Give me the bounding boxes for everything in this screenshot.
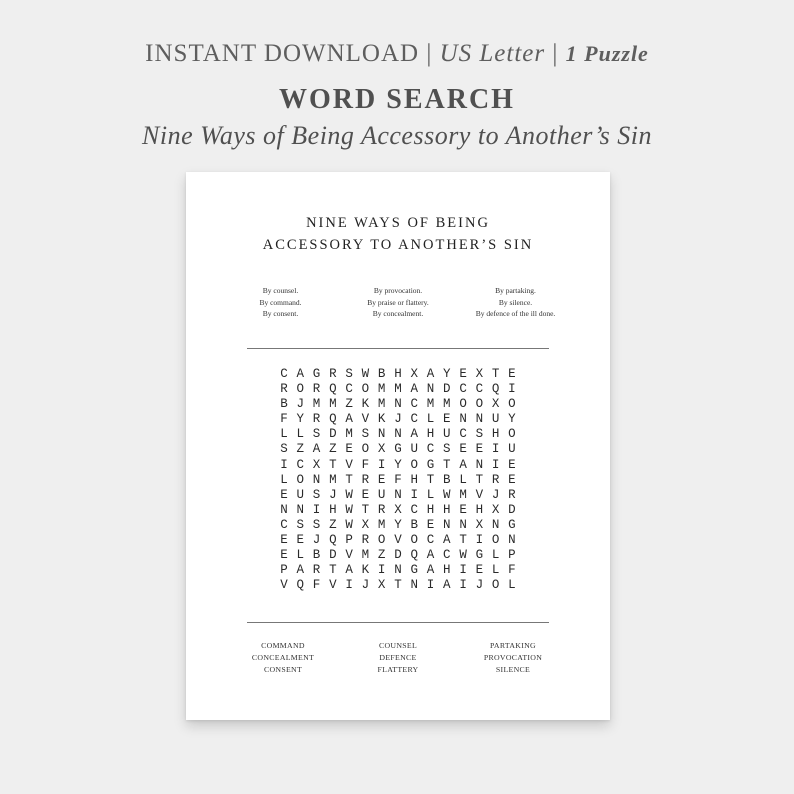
grid-letter: H	[475, 502, 484, 517]
grid-letter: X	[475, 517, 484, 532]
grid-letter: W	[345, 502, 353, 517]
grid-letter: A	[312, 442, 321, 457]
grid-letter: M	[394, 382, 402, 397]
word-item: PARTAKING	[490, 641, 536, 650]
grid-letter: T	[361, 502, 370, 517]
grid-letter: C	[426, 533, 435, 548]
grid-letter: L	[296, 548, 305, 563]
banner-paper-size: US Letter	[439, 40, 546, 67]
grid-letter: N	[475, 457, 484, 472]
word-column	[341, 640, 455, 676]
grid-letter: O	[459, 397, 467, 412]
grid-letter: X	[410, 367, 418, 381]
banner-format: INSTANT DOWNLOAD |	[145, 40, 440, 67]
grid-letter: E	[426, 517, 435, 532]
grid-row	[276, 533, 520, 548]
grid-letter: E	[280, 548, 288, 563]
grid-letter: B	[312, 548, 321, 563]
grid-letter: H	[491, 427, 500, 442]
sheet-title-line-1: NINE WAYS OF BEING	[306, 215, 490, 231]
grid-letter: X	[377, 442, 386, 457]
grid-letter: F	[361, 457, 370, 472]
grid-letter: C	[345, 382, 353, 397]
grid-letter: H	[329, 502, 337, 517]
grid-letter: R	[361, 533, 370, 548]
grid-letter: B	[280, 397, 288, 412]
grid-letter: N	[410, 578, 418, 593]
grid-letter: T	[329, 563, 337, 578]
grid-letter: V	[280, 578, 288, 593]
grid-letter: O	[377, 533, 386, 548]
grid-letter: C	[296, 457, 305, 472]
grid-letter: T	[329, 457, 337, 472]
grid-letter: U	[296, 487, 305, 502]
word-column	[226, 640, 340, 676]
grid-letter: T	[443, 457, 451, 472]
grid-letter: N	[394, 563, 402, 578]
grid-letter: Y	[394, 517, 402, 532]
grid-letter: N	[312, 472, 321, 487]
grid-letter: E	[296, 533, 305, 548]
grid-letter: X	[361, 517, 370, 532]
grid-letter: I	[345, 578, 353, 593]
grid-letter: Z	[329, 442, 337, 457]
grid-row	[276, 548, 520, 563]
grid-letter: L	[491, 548, 500, 563]
grid-letter: I	[475, 533, 484, 548]
grid-letter: I	[508, 382, 516, 397]
grid-letter: A	[459, 457, 467, 472]
grid-letter: A	[296, 563, 305, 578]
grid-letter: H	[426, 427, 435, 442]
grid-letter: I	[280, 457, 288, 472]
grid-letter: O	[410, 533, 418, 548]
prayer-line: By provocation.	[373, 286, 423, 295]
word-item: CONSENT	[263, 665, 303, 674]
grid-letter: S	[280, 442, 288, 457]
grid-letter: W	[443, 487, 451, 502]
grid-letter: T	[345, 472, 353, 487]
grid-letter: Q	[329, 382, 337, 397]
grid-letter: M	[329, 397, 337, 412]
grid-letter: N	[377, 427, 386, 442]
grid-letter: X	[312, 457, 321, 472]
grid-letter: Q	[329, 533, 337, 548]
word-list	[226, 640, 570, 676]
grid-letter: O	[410, 457, 418, 472]
grid-letter: P	[508, 548, 516, 563]
product-subheading: Nine Ways of Being Accessory to Another’s Sin	[142, 121, 652, 150]
word-item: PROVOCATION	[483, 653, 543, 662]
grid-letter: C	[475, 382, 484, 397]
grid-letter: C	[280, 517, 288, 532]
grid-letter: Q	[296, 578, 305, 593]
grid-letter: M	[426, 397, 435, 412]
grid-letter: A	[410, 382, 418, 397]
grid-letter: S	[312, 427, 321, 442]
prayer-line: By concealment.	[372, 309, 424, 318]
grid-letter: T	[394, 578, 402, 593]
banner-separator: |	[545, 40, 566, 67]
grid-letter: I	[459, 578, 467, 593]
grid-letter: G	[475, 548, 484, 563]
prayer-line: By partaking.	[495, 286, 536, 295]
grid-letter: X	[475, 367, 484, 381]
grid-letter: E	[280, 487, 288, 502]
grid-letter: W	[345, 517, 353, 532]
grid-letter: X	[491, 502, 500, 517]
grid-letter: J	[361, 578, 370, 593]
grid-letter: J	[475, 578, 484, 593]
grid-row	[276, 578, 520, 593]
grid-letter: S	[443, 442, 451, 457]
grid-letter: H	[410, 472, 418, 487]
grid-letter: I	[377, 457, 386, 472]
grid-letter: H	[394, 367, 402, 381]
grid-letter: E	[508, 457, 516, 472]
grid-letter: K	[361, 397, 370, 412]
grid-letter: G	[312, 367, 321, 381]
grid-letter: O	[491, 533, 500, 548]
grid-row	[276, 367, 520, 382]
grid-letter: J	[491, 487, 500, 502]
grid-letter: N	[459, 412, 467, 427]
grid-letter: Y	[394, 457, 402, 472]
grid-letter: A	[426, 367, 435, 381]
grid-letter: Q	[410, 548, 418, 563]
grid-letter: T	[459, 533, 467, 548]
grid-letter: L	[296, 427, 305, 442]
grid-letter: A	[410, 427, 418, 442]
grid-letter: S	[361, 427, 370, 442]
grid-letter: L	[426, 487, 435, 502]
grid-letter: F	[280, 412, 288, 427]
grid-letter: L	[459, 472, 467, 487]
grid-row	[276, 412, 520, 427]
grid-letter: N	[508, 533, 516, 548]
grid-letter: I	[426, 578, 435, 593]
grid-letter: A	[443, 578, 451, 593]
grid-letter: B	[443, 472, 451, 487]
grid-letter: X	[394, 502, 402, 517]
grid-letter: V	[345, 457, 353, 472]
top-divider	[247, 348, 549, 349]
grid-letter: D	[508, 502, 516, 517]
grid-letter: N	[394, 487, 402, 502]
grid-letter: E	[345, 442, 353, 457]
grid-letter: R	[329, 367, 337, 381]
grid-letter: C	[443, 548, 451, 563]
prayer-column	[222, 285, 339, 320]
word-column	[456, 640, 570, 676]
grid-letter: O	[361, 442, 370, 457]
grid-letter: N	[475, 412, 484, 427]
grid-letter: R	[312, 563, 321, 578]
grid-row	[276, 382, 520, 397]
grid-row	[276, 563, 520, 578]
grid-letter: N	[443, 517, 451, 532]
grid-letter: K	[361, 563, 370, 578]
grid-letter: X	[377, 578, 386, 593]
grid-letter: D	[329, 427, 337, 442]
grid-letter: P	[345, 533, 353, 548]
grid-letter: S	[296, 517, 305, 532]
grid-row	[276, 473, 520, 488]
prayer-columns	[222, 285, 574, 320]
grid-letter: H	[443, 502, 451, 517]
banner-puzzle-count: 1 Puzzle	[565, 41, 649, 66]
grid-letter: U	[491, 412, 500, 427]
grid-letter: N	[394, 397, 402, 412]
grid-letter: L	[508, 578, 516, 593]
prayer-line: By counsel.	[262, 286, 299, 295]
grid-letter: M	[443, 397, 451, 412]
grid-letter: O	[361, 382, 370, 397]
grid-letter: E	[377, 472, 386, 487]
grid-letter: O	[296, 472, 305, 487]
grid-letter: H	[443, 563, 451, 578]
word-item: SILENCE	[495, 665, 531, 674]
grid-letter: E	[459, 367, 467, 381]
prayer-line: By praise or flattery.	[367, 297, 429, 307]
grid-letter: M	[345, 427, 353, 442]
grid-letter: U	[508, 442, 516, 457]
grid-letter: E	[443, 412, 451, 427]
prayer-line: By silence.	[498, 297, 533, 307]
prayer-line: By defence of the ill done.	[475, 309, 556, 318]
grid-letter: O	[508, 427, 516, 442]
grid-letter: U	[410, 442, 418, 457]
grid-letter: N	[296, 502, 305, 517]
grid-letter: R	[377, 502, 386, 517]
grid-letter: O	[508, 397, 516, 412]
grid-letter: T	[491, 367, 500, 381]
prayer-column	[340, 285, 457, 320]
grid-letter: S	[312, 517, 321, 532]
grid-letter: O	[475, 397, 484, 412]
grid-letter: L	[426, 412, 435, 427]
grid-letter: V	[345, 548, 353, 563]
grid-letter: V	[394, 533, 402, 548]
prayer-line: By command.	[259, 297, 302, 307]
grid-letter: L	[491, 563, 500, 578]
grid-letter: D	[443, 382, 451, 397]
grid-letter: W	[345, 487, 353, 502]
grid-letter: M	[361, 548, 370, 563]
grid-letter: X	[491, 397, 500, 412]
grid-letter: V	[475, 487, 484, 502]
grid-letter: S	[312, 487, 321, 502]
grid-letter: W	[459, 548, 467, 563]
grid-letter: P	[280, 563, 288, 578]
grid-letter: O	[296, 382, 305, 397]
letter-grid	[276, 367, 520, 593]
grid-letter: A	[345, 412, 353, 427]
grid-letter: C	[410, 397, 418, 412]
grid-letter: F	[312, 578, 321, 593]
grid-letter: I	[410, 487, 418, 502]
grid-letter: C	[410, 502, 418, 517]
grid-letter: G	[394, 442, 402, 457]
word-item: CONCEALMENT	[251, 653, 315, 662]
grid-letter: N	[426, 382, 435, 397]
grid-row	[276, 397, 520, 412]
grid-letter: U	[443, 427, 451, 442]
grid-letter: B	[410, 517, 418, 532]
grid-letter: M	[329, 472, 337, 487]
grid-letter: R	[280, 382, 288, 397]
grid-letter: G	[426, 457, 435, 472]
sheet-title-line-2: ACCESSORY TO ANOTHER’S SIN	[262, 237, 534, 253]
grid-letter: R	[312, 382, 321, 397]
grid-letter: Q	[329, 412, 337, 427]
grid-letter: T	[426, 472, 435, 487]
grid-letter: N	[394, 427, 402, 442]
grid-letter: R	[361, 472, 370, 487]
grid-row	[276, 458, 520, 473]
grid-row	[276, 503, 520, 518]
grid-letter: O	[491, 578, 500, 593]
grid-letter: G	[508, 517, 516, 532]
grid-letter: R	[312, 412, 321, 427]
banner-line	[0, 40, 794, 68]
grid-letter: N	[280, 502, 288, 517]
grid-letter: N	[491, 517, 500, 532]
grid-letter: C	[459, 382, 467, 397]
grid-letter: Y	[508, 412, 516, 427]
grid-letter: S	[475, 427, 484, 442]
grid-letter: C	[459, 427, 467, 442]
grid-letter: W	[361, 367, 370, 381]
grid-row	[276, 427, 520, 442]
grid-letter: B	[377, 367, 386, 381]
grid-letter: T	[475, 472, 484, 487]
grid-letter: Z	[345, 397, 353, 412]
word-item: DEFENCE	[379, 653, 417, 662]
grid-letter: M	[377, 517, 386, 532]
grid-letter: Y	[443, 367, 451, 381]
grid-letter: Z	[296, 442, 305, 457]
product-heading: WORD SEARCH	[279, 84, 515, 115]
grid-letter: M	[459, 487, 467, 502]
grid-letter: N	[459, 517, 467, 532]
grid-letter: I	[312, 502, 321, 517]
grid-letter: Y	[296, 412, 305, 427]
grid-letter: C	[410, 412, 418, 427]
grid-letter: F	[394, 472, 402, 487]
grid-letter: E	[280, 533, 288, 548]
grid-letter: S	[345, 367, 353, 381]
grid-letter: M	[377, 382, 386, 397]
grid-letter: L	[280, 427, 288, 442]
grid-letter: E	[475, 563, 484, 578]
grid-letter: A	[345, 563, 353, 578]
grid-letter: R	[508, 487, 516, 502]
grid-letter: I	[459, 563, 467, 578]
grid-letter: R	[491, 472, 500, 487]
grid-letter: U	[377, 487, 386, 502]
grid-letter: D	[329, 548, 337, 563]
grid-letter: Z	[377, 548, 386, 563]
grid-letter: A	[296, 367, 305, 381]
bottom-divider	[247, 622, 549, 623]
grid-letter: V	[361, 412, 370, 427]
grid-letter: I	[377, 563, 386, 578]
grid-row	[276, 518, 520, 533]
grid-letter: A	[426, 548, 435, 563]
grid-letter: K	[377, 412, 386, 427]
word-item: COMMAND	[261, 641, 305, 650]
grid-row	[276, 488, 520, 503]
puzzle-sheet	[186, 172, 610, 720]
grid-letter: E	[361, 487, 370, 502]
grid-letter: J	[296, 397, 305, 412]
grid-letter: Q	[491, 382, 500, 397]
grid-letter: I	[491, 442, 500, 457]
grid-letter: Z	[329, 517, 337, 532]
grid-letter: E	[475, 442, 484, 457]
grid-letter: E	[459, 502, 467, 517]
grid-letter: A	[426, 563, 435, 578]
prayer-line: By consent.	[262, 309, 299, 318]
grid-letter: L	[280, 472, 288, 487]
grid-letter: A	[443, 533, 451, 548]
grid-letter: H	[426, 502, 435, 517]
grid-letter: M	[377, 397, 386, 412]
grid-letter: D	[394, 548, 402, 563]
grid-letter: E	[459, 442, 467, 457]
grid-letter: C	[280, 367, 288, 381]
grid-letter: J	[312, 533, 321, 548]
grid-letter: E	[508, 367, 516, 381]
word-item: COUNSEL	[378, 641, 418, 650]
prayer-column	[457, 285, 574, 320]
grid-letter: J	[329, 487, 337, 502]
grid-letter: V	[329, 578, 337, 593]
grid-letter: C	[426, 442, 435, 457]
grid-letter: E	[508, 472, 516, 487]
grid-letter: J	[394, 412, 402, 427]
grid-letter: F	[508, 563, 516, 578]
grid-row	[276, 442, 520, 457]
word-item: FLATTERY	[377, 665, 419, 674]
grid-letter: G	[410, 563, 418, 578]
grid-letter: I	[491, 457, 500, 472]
grid-letter: M	[312, 397, 321, 412]
